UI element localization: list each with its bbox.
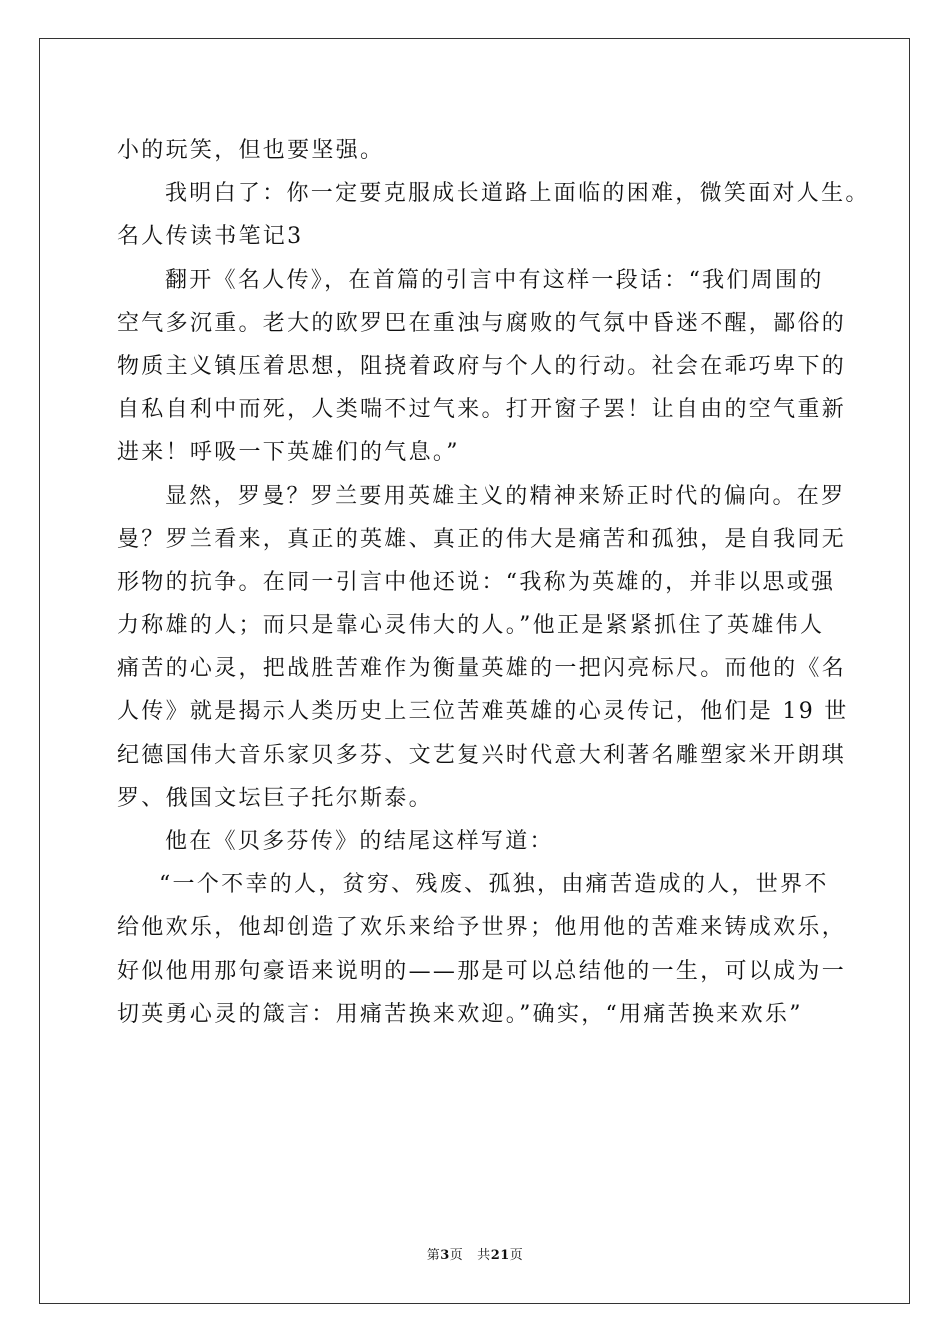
text-line: 痛苦的心灵，把战胜苦难作为衡量英雄的一把闪亮标尺。而他的《名	[117, 656, 847, 682]
text-line: 他在《贝多芬传》的结尾这样写道：	[165, 829, 554, 854]
footer-total-prefix: 共	[477, 1248, 491, 1263]
text-line: 我明白了：你一定要克服成长道路上面临的困难，微笑面对人生。	[165, 181, 870, 207]
total-page-count: 21	[490, 1248, 510, 1263]
text-line: 好似他用那句豪语来说明的——那是可以总结他的一生，可以成为一	[117, 958, 847, 984]
text-line: 进来！呼吸一下英雄们的气息。”	[117, 440, 460, 466]
footer-total-unit: 页	[509, 1248, 524, 1263]
document-body	[117, 129, 870, 1036]
text-line: 空气多沉重。老大的欧罗巴在重浊与腐败的气氛中昏迷不醒，鄙俗的	[117, 310, 847, 336]
text-line: 曼？罗兰看来，真正的英雄、真正的伟大是痛苦和孤独，是自我同无	[117, 526, 847, 552]
text-line: 物质主义镇压着思想，阻挠着政府与个人的行动。社会在乖巧卑下的	[117, 353, 847, 379]
page-footer	[0, 1247, 950, 1265]
text-line: 给他欢乐，他却创造了欢乐来给予世界；他用他的苦难来铸成欢乐，	[117, 915, 847, 941]
footer-prefix: 第	[426, 1248, 441, 1263]
text-line: 切英勇心灵的箴言：用痛苦换来欢迎。”确实，“用痛苦换来欢乐”	[117, 1001, 803, 1027]
text-line: 显然，罗曼？罗兰要用英雄主义的精神来矫正时代的偏向。在罗	[165, 483, 846, 509]
text-line: 翻开《名人传》，在首篇的引言中有这样一段话：“我们周围的	[165, 267, 824, 293]
text-line: 自私自利中而死，人类喘不过气来。打开窗子罢！让自由的空气重新	[117, 397, 847, 423]
footer-page-unit: 页	[449, 1248, 464, 1263]
text-line: 罗、俄国文坛巨子托尔斯泰。	[117, 785, 433, 811]
current-page-number: 3	[440, 1248, 450, 1263]
text-line: “一个不幸的人，贫穷、残废、孤独，由痛苦造成的人，世界不	[159, 872, 829, 898]
text-line: 力称雄的人；而只是靠心灵伟大的人。”他正是紧紧抓住了英雄伟人	[117, 613, 825, 639]
text-line: 形物的抗争。在同一引言中他还说：“我称为英雄的，并非以思或强	[117, 569, 836, 595]
text-line: 纪德国伟大音乐家贝多芬、文艺复兴时代意大利著名雕塑家米开朗琪	[117, 742, 847, 768]
text-line: 人传》就是揭示人类历史上三位苦难英雄的心灵传记，他们是 19 世	[117, 699, 849, 725]
section-heading: 名人传读书笔记3	[117, 224, 304, 250]
text-line: 小的玩笑，但也要坚强。	[117, 138, 385, 163]
